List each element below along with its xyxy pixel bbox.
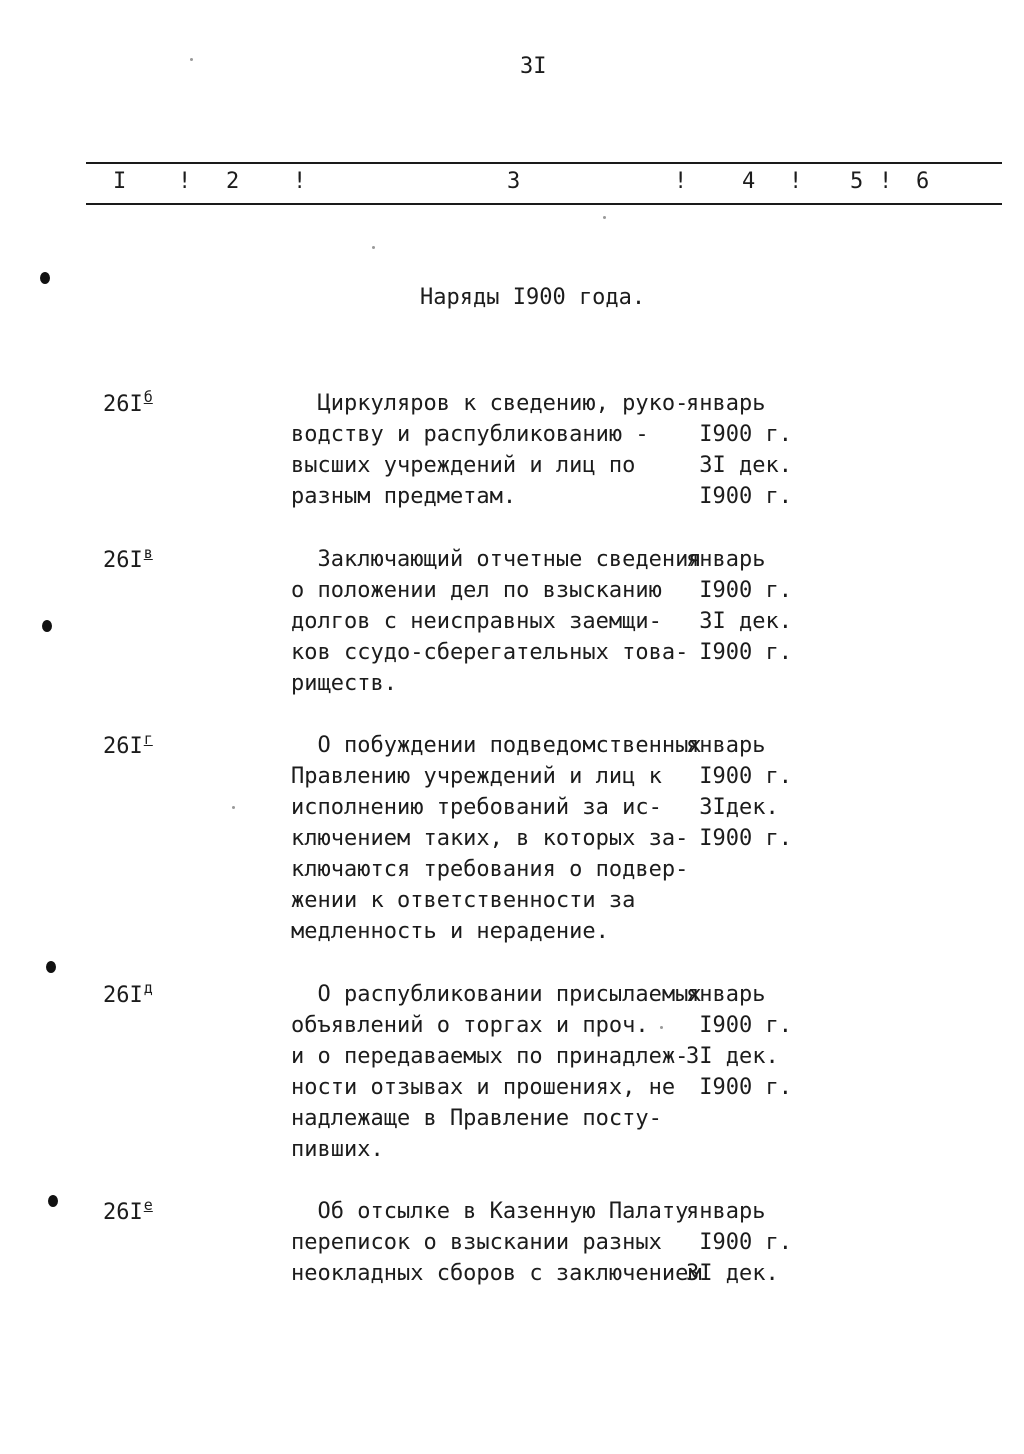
entry-number-base: 26I — [103, 392, 143, 417]
entry-number-base: 26I — [103, 548, 143, 573]
entry-description: Заключающий отчетные сведения о положении дел по взысканию долгов с неисправных заемщи- ков ссудо-сберегательных това- риществ. — [291, 547, 702, 696]
entry-description: О побуждении подведомственных Правлению учреждений и лиц к исполнению требований за ис- ключением таких, в которых за- ключаются требования о подвер- жении к ответственности за медленность и нерадение. — [291, 733, 702, 944]
entry-description: Об отсылке в Казенную Палату переписок о взыскании разных неокладных сборов с заключением — [291, 1199, 702, 1286]
column-number-4: 4 — [742, 169, 756, 194]
entry-dates: январь I900 г. 3Iдек. I900 г. — [686, 733, 792, 851]
column-number-3: 3 — [507, 169, 521, 194]
entry-number-suffix: д — [143, 979, 153, 997]
column-number-6: 6 — [916, 169, 930, 194]
entry-dates: январь I900 г. 3I дек. I900 г. — [686, 982, 792, 1100]
column-separator: ! — [293, 169, 307, 194]
entry-dates: январь I900 г. 3I дек. I900 г. — [686, 547, 792, 665]
column-number-5: 5 — [850, 169, 864, 194]
binding-hole-mark — [48, 1195, 58, 1207]
entry-number-base: 26I — [103, 1200, 143, 1225]
scan-speck — [232, 806, 235, 809]
entry-number — [103, 730, 153, 759]
column-number-2: 2 — [226, 169, 240, 194]
entry-number-suffix: в — [143, 544, 153, 562]
binding-hole-mark — [40, 272, 50, 284]
table-header-bottom-rule — [86, 203, 1002, 205]
section-title: Наряды I900 года. — [420, 285, 646, 310]
entry-dates: январь I900 г. 3I дек. I900 г. — [686, 391, 792, 509]
page-number: 3I — [520, 54, 547, 79]
entry-number — [103, 544, 153, 573]
entry-number-suffix: б — [143, 388, 153, 406]
scan-speck — [603, 216, 606, 219]
binding-hole-mark — [46, 961, 56, 973]
entry-number-base: 26I — [103, 734, 143, 759]
entry-description: Циркуляров к сведению, руко- водству и распубликованию - высших учреждений и лиц по разным предметам. — [291, 391, 689, 509]
entry-number-suffix: г — [143, 730, 153, 748]
column-separator: ! — [674, 169, 688, 194]
entry-dates: январь I900 г. 3I дек. — [686, 1199, 792, 1286]
table-header-top-rule — [86, 162, 1002, 164]
entry-number — [103, 1196, 153, 1225]
entry-number — [103, 388, 153, 417]
column-separator: ! — [178, 169, 192, 194]
entry-number — [103, 979, 153, 1008]
scan-speck — [660, 1026, 663, 1029]
column-number-1: I — [113, 169, 127, 194]
scan-speck — [372, 246, 375, 249]
binding-hole-mark — [42, 620, 52, 632]
scan-speck — [190, 58, 193, 61]
column-separator: ! — [879, 169, 893, 194]
entry-description: О распубликовании присылаемых объявлений о торгах и проч. и о передаваемых по принадлеж- ности отзывах и прошениях, не надлежаще в Правление посту- пивших. — [291, 982, 702, 1162]
entry-number-suffix: е — [143, 1196, 153, 1214]
column-separator: ! — [789, 169, 803, 194]
entry-number-base: 26I — [103, 983, 143, 1008]
